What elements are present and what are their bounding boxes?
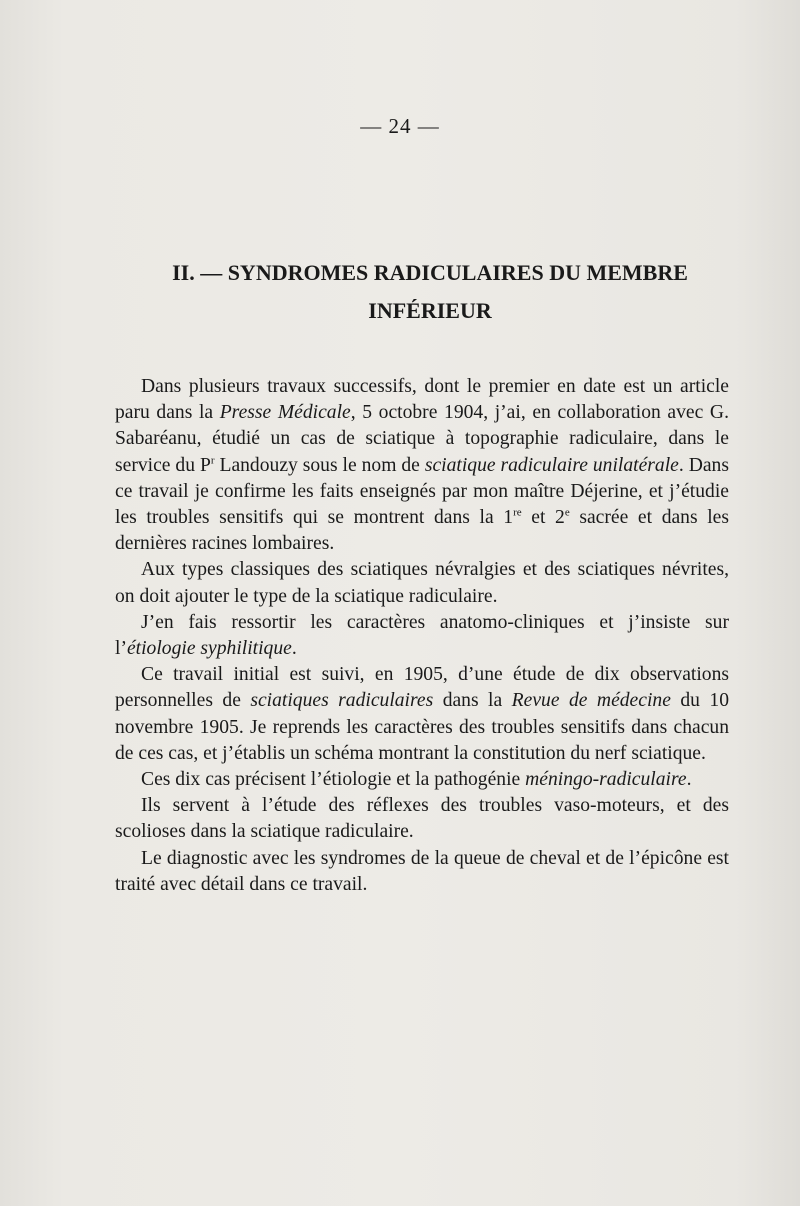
text-run: Ce travail initial est suivi, en 1905, d’une étude de dix observations personnelles de xyxy=(115,664,729,712)
text-run: . Dans ce travail je confirme les faits enseignés par mon maître Déjerine, et j’étudie les troubles sensitifs qui se montrent dans la 1 xyxy=(115,454,729,529)
paragraph-3 xyxy=(115,610,729,662)
text-run: . xyxy=(686,769,692,791)
text-run: . xyxy=(291,638,297,660)
emphasis: sciatiques radiculaires xyxy=(250,690,434,712)
paragraph-2: Aux types classiques des sciatiques névralgies et des sciatiques névrites, on doit ajouter le type de la sciatique radiculaire. xyxy=(115,559,729,607)
paragraph-4 xyxy=(115,662,729,767)
body-text xyxy=(115,374,729,898)
section-heading xyxy=(110,254,750,330)
journal-title: Presse Médicale xyxy=(219,402,351,424)
paragraph-1 xyxy=(115,374,729,557)
emphasis: sciatique radiculaire unilatérale xyxy=(424,454,679,476)
text-run: Dans plusieurs travaux successifs, dont le premier en date est un article paru dans la xyxy=(115,376,729,424)
paragraph-6: Ils servent à l’étude des réflexes des troubles vaso-moteurs, et des scolioses dans la sciatique radiculaire. xyxy=(115,795,729,843)
journal-title: Revue de médecine xyxy=(511,690,671,712)
text-run: Landouzy sous le nom de xyxy=(214,454,425,476)
paragraph-5 xyxy=(115,767,729,793)
paragraph-7: Le diagnostic avec les syndromes de la queue de cheval et de l’épicône est traité avec détail dans ce travail. xyxy=(115,847,729,895)
emphasis: méningo-radiculaire xyxy=(525,769,687,791)
text-run: dans la xyxy=(433,690,512,712)
emphasis: étiologie syphilitique xyxy=(126,638,292,660)
text-run: sacrée et dans les dernières racines lombaires. xyxy=(115,507,730,555)
text-run: et 2 xyxy=(521,507,565,529)
superscript: e xyxy=(564,506,570,519)
text-run: Ces dix cas précisent l’étiologie et la pathogénie xyxy=(141,769,526,791)
text-run: du 10 novembre 1905. Je reprends les caractères des troubles sensitifs dans chacun de ces cas, et j’établis un schéma montrant la constitution du nerf sciatique. xyxy=(115,690,729,764)
section-heading-line2: INFÉRIEUR xyxy=(368,298,492,323)
text-run: J’en fais ressortir les caractères anatomo-cliniques et j’insiste sur l’ xyxy=(115,611,729,660)
superscript: re xyxy=(513,506,522,519)
page-number: — 24 — xyxy=(360,114,440,138)
section-heading-line1: II. — SYNDROMES RADICULAIRES DU MEMBRE xyxy=(172,260,688,285)
text-run: , 5 octobre 1904, j’ai, en collaboration avec G. Sabaréanu, étudié un cas de sciatique à topographie radiculaire, dans le service du P xyxy=(115,402,729,476)
superscript: r xyxy=(210,454,215,467)
